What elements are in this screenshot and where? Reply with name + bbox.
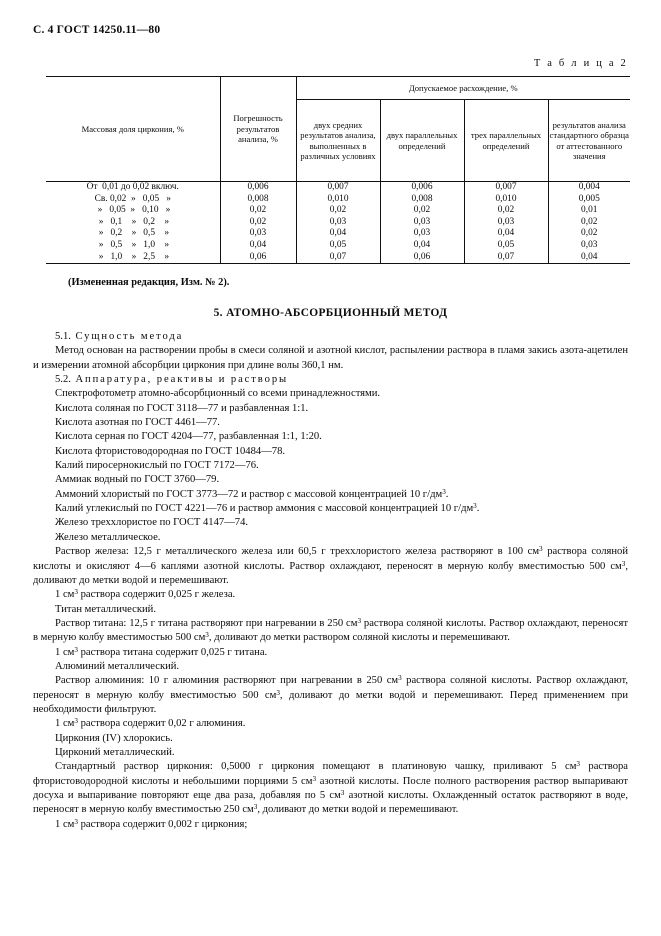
paragraph-zirconium-standard: Стандартный раствор циркония: 0,5000 г циркония помещают в платиновую чашку, приливают 5 $см^3$ раствора фтористоводородной кислоты и небольшими порциями 5 $см^3$ азотной кислоты. После полного растворения раствор выпаривают досуха и выпаривание повторяют еще два раза, добавляя по 5 $см^3$ азотной кислоты. Охлажденный остаток растворяют в воде, переносят в мерную колбу вместимостью 250 $см^3$, доливают до метки водой и перемешивают. <box>33 760 628 816</box>
cell-divergence-1: 0,02 <box>296 205 380 217</box>
cell-divergence-1: 0,07 <box>296 252 380 264</box>
table-row <box>46 194 630 206</box>
paragraph-iron-concentration: 1 $см^3$ раствора содержит 0,025 г железа. <box>55 588 236 601</box>
header-group-permissible-divergence: Допускаемое расхождение, % <box>296 77 630 100</box>
cell-range: » 0,5 » 1,0 » <box>96 240 170 251</box>
table-row <box>46 228 630 240</box>
cell-divergence-1: 0,007 <box>296 182 380 194</box>
reagent-item: Кислота соляная по ГОСТ 3118—77 и разбавленная 1:1. <box>55 402 309 414</box>
cell-error: 0,02 <box>220 205 296 217</box>
cell-divergence-4: 0,04 <box>548 252 630 264</box>
superscript-cubic: 3 <box>442 487 446 496</box>
header-three-parallel: трех параллельных определений <box>464 100 548 182</box>
superscript-cubic: 3 <box>398 674 402 683</box>
reagent-item: Аммоний хлористый по ГОСТ 3773—72 и раствор с массовой концентрацией 10 $г/дм^3$. <box>55 487 449 500</box>
paragraph-zirconium-concentration: 1 $см^3$ раствора содержит 0,002 г циркония; <box>55 817 248 830</box>
superscript-cubic: 3 <box>621 559 626 568</box>
cell-error: 0,006 <box>220 182 296 194</box>
cell-divergence-1: 0,04 <box>296 228 380 240</box>
cell-divergence-2: 0,03 <box>380 217 464 229</box>
reagent-item: Алюминий металлический. <box>55 660 180 672</box>
table-header-row-group <box>46 77 630 100</box>
header-error: Погрешность результатов анализа, % <box>220 77 296 182</box>
superscript-cubic: 3 <box>74 817 78 826</box>
cell-divergence-2: 0,04 <box>380 240 464 252</box>
cell-range: » 0,1 » 0,2 » <box>96 216 170 227</box>
table-row <box>46 252 630 264</box>
cell-divergence-3: 0,05 <box>464 240 548 252</box>
tolerance-table <box>46 76 630 264</box>
paragraph-aluminium-solution: Раствор алюминия: 10 г алюминия растворяют при нагревании в 250 $см^3$ раствора соляной кислоты. Раствор охлаждают, переносят в мерную колбу вместимостью 500 $см^3$, доливают до метки водой и перемешивают. Перед применением при необходимости фильтруют. <box>33 674 628 715</box>
header-mass-fraction: Массовая доля циркония, % <box>46 77 220 182</box>
reagent-item: Цирконий металлический. <box>55 746 175 758</box>
table-header <box>46 77 630 182</box>
cell-error: 0,06 <box>220 252 296 264</box>
superscript-cubic: 3 <box>473 502 477 511</box>
body-text <box>33 330 628 832</box>
cell-error: 0,03 <box>220 228 296 240</box>
reagent-item: Кислота фтористоводородная по ГОСТ 10484—78. <box>55 445 286 457</box>
table-row <box>46 205 630 217</box>
cell-divergence-1: 0,05 <box>296 240 380 252</box>
cell-divergence-2: 0,006 <box>380 182 464 194</box>
cell-divergence-3: 0,07 <box>464 252 548 264</box>
cell-divergence-4: 0,02 <box>548 228 630 240</box>
cell-divergence-2: 0,02 <box>380 205 464 217</box>
table-row <box>46 240 630 252</box>
reagent-item: Калий углекислый по ГОСТ 4221—76 и раствор аммония с массовой концентрацией 10 $г/дм^3$. <box>55 502 480 515</box>
cell-divergence-3: 0,010 <box>464 194 548 206</box>
superscript-cubic: 3 <box>74 588 78 597</box>
reagent-item: Циркония (IV) хлорокись. <box>55 732 173 744</box>
superscript-cubic: 3 <box>357 616 362 625</box>
superscript-cubic: 3 <box>340 788 345 797</box>
header-two-parallel: двух параллельных определений <box>380 100 464 182</box>
table-body <box>46 182 630 264</box>
cell-divergence-4: 0,03 <box>548 240 630 252</box>
cell-divergence-3: 0,007 <box>464 182 548 194</box>
superscript-cubic: 3 <box>74 645 78 654</box>
reagent-item: Титан металлический. <box>55 603 156 615</box>
reagent-item: Железо металлическое. <box>55 531 161 543</box>
reagent-item: Кислота серная по ГОСТ 4204—77, разбавленная 1:1, 1:20. <box>55 431 322 443</box>
cell-divergence-2: 0,008 <box>380 194 464 206</box>
paragraph-titanium-concentration: 1 $см^3$ раствора титана содержит 0,025 г титана. <box>55 645 268 658</box>
table-caption: Т а б л и ц а 2 <box>533 58 628 69</box>
subsection-51-heading: 5.1. Сущность метода <box>55 331 184 342</box>
cell-error: 0,008 <box>220 194 296 206</box>
cell-range: От 0,01 до 0,02 включ. <box>46 182 220 194</box>
cell-error: 0,02 <box>220 217 296 229</box>
cell-error: 0,04 <box>220 240 296 252</box>
reagent-item: Кислота азотная по ГОСТ 4461—77. <box>55 417 220 429</box>
superscript-cubic: 3 <box>253 803 258 812</box>
cell-divergence-4: 0,004 <box>548 182 630 194</box>
reagent-item: Калий пиросернокислый по ГОСТ 7172—76. <box>55 460 259 472</box>
cell-range: » 0,2 » 0,5 » <box>96 228 170 239</box>
cell-divergence-2: 0,06 <box>380 252 464 264</box>
paragraph-iron-solution: Раствор железа: 12,5 г металлического железа или 60,5 г треххлористого железа растворяют в 100 $см^3$ раствора соляной кислоты и окисляют 4—6 каплями азотной кислоты. Раствор охлаждают, переносят в мерную колбу вместимостью 500 $см^3$, доливают до метки водой и перемешивают. <box>33 545 629 586</box>
paragraph-51: Метод основан на растворении пробы в смеси соляной и азотной кислот, распылении раствора в пламя закись азота-ацетилен и измерении атомной абсорбции циркония при длине волы 360,1 нм. <box>33 345 628 371</box>
cell-divergence-4: 0,01 <box>548 205 630 217</box>
section-title: 5. АТОМНО-АБСОРБЦИОННЫЙ МЕТОД <box>213 307 448 319</box>
header-standard-sample: результатов анализа стандартного образца от аттестованного значения <box>548 100 630 182</box>
reagent-item: Аммиак водный по ГОСТ 3760—79. <box>55 474 220 486</box>
cell-divergence-2: 0,03 <box>380 228 464 240</box>
reagent-item: Спектрофотометр атомно-абсорбционный со всеми принадлежностями. <box>55 388 381 400</box>
cell-divergence-4: 0,005 <box>548 194 630 206</box>
superscript-cubic: 3 <box>576 760 581 769</box>
superscript-cubic: 3 <box>205 631 209 640</box>
cell-range: » 0,05 » 0,10 » <box>95 205 171 216</box>
cell-divergence-1: 0,010 <box>296 194 380 206</box>
cell-range: » 1,0 » 2,5 » <box>46 252 220 264</box>
paragraph-titanium-solution: Раствор титана: 12,5 г титана растворяют при нагревании в 250 $см^3$ раствора соляной кислоты. Раствор охлаждают, переносят в мерную колбу вместимостью 500 $см^3$, доливают до метки раствором соляной кислоты и перемешивают. <box>33 616 628 644</box>
superscript-cubic: 3 <box>312 774 317 783</box>
table-row <box>46 182 630 194</box>
cell-divergence-3: 0,03 <box>464 217 548 229</box>
page-header: С. 4 ГОСТ 14250.11—80 <box>33 24 161 36</box>
table-container <box>46 76 630 264</box>
table-row <box>46 217 630 229</box>
cell-divergence-3: 0,04 <box>464 228 548 240</box>
edition-note: (Измененная редакция, Изм. № 2). <box>68 277 230 288</box>
superscript-cubic: 3 <box>276 688 280 697</box>
cell-divergence-3: 0,02 <box>464 205 548 217</box>
cell-divergence-4: 0,02 <box>548 217 630 229</box>
reagent-item: Железо треххлористое по ГОСТ 4147—74. <box>55 517 249 529</box>
paragraph-aluminium-concentration: 1 $см^3$ раствора содержит 0,02 г алюминия. <box>55 717 246 730</box>
cell-divergence-1: 0,03 <box>296 217 380 229</box>
superscript-cubic: 3 <box>539 545 543 554</box>
cell-range: Св. 0,02 » 0,05 » <box>94 193 171 204</box>
subsection-52-heading: 5.2. Аппаратура, реактивы и растворы <box>55 374 289 386</box>
superscript-cubic: 3 <box>74 717 78 726</box>
header-two-mean-results: двух средних результатов анализа, выполненных в различных условиях <box>296 100 380 182</box>
